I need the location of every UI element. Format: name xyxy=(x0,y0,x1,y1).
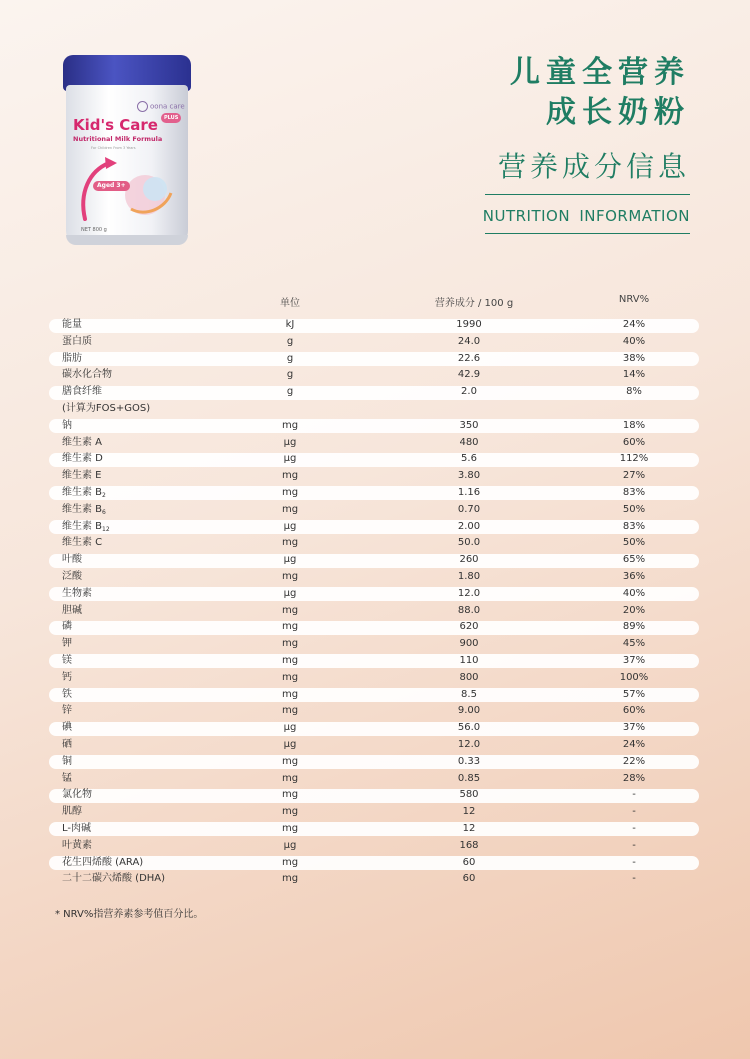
nutrient-unit: mg xyxy=(281,570,299,582)
table-row xyxy=(49,351,699,368)
table-row xyxy=(49,418,699,435)
table-row xyxy=(49,451,699,468)
nutrient-nrv: 28% xyxy=(622,772,646,784)
nutrient-unit: μg xyxy=(283,554,297,566)
nutrient-unit: mg xyxy=(281,671,299,683)
nutrient-value: 168 xyxy=(459,839,479,851)
table-row xyxy=(49,787,699,804)
nutrient-unit: mg xyxy=(281,654,299,666)
row-background xyxy=(49,587,699,601)
nutrient-nrv: 36% xyxy=(622,570,646,582)
nutrient-unit: mg xyxy=(281,537,299,549)
row-background xyxy=(49,755,699,769)
nutrient-unit: mg xyxy=(281,638,299,650)
nutrient-name: 能量 xyxy=(62,319,82,330)
nutrient-nrv: 112% xyxy=(619,453,649,465)
table-row xyxy=(49,804,699,821)
nutrient-value: 60 xyxy=(462,856,476,868)
nutrient-nrv: 100% xyxy=(619,671,649,683)
nutrient-unit: μg xyxy=(283,436,297,448)
nutrient-value: 3.80 xyxy=(457,470,481,482)
nutrient-nrv: - xyxy=(632,822,636,834)
nutrient-name: 维生素 E xyxy=(62,470,102,482)
table-row xyxy=(49,855,699,872)
table-row xyxy=(49,821,699,838)
nutrient-name: 铜 xyxy=(62,755,72,767)
nutrient-name: 维生素 C xyxy=(62,537,103,549)
nutrient-value: 2.00 xyxy=(457,520,481,532)
nutrient-nrv: - xyxy=(632,839,636,851)
nutrient-unit: mg xyxy=(281,856,299,868)
row-background xyxy=(49,453,699,467)
nutrient-value: 8.5 xyxy=(461,688,477,700)
nutrient-unit: mg xyxy=(281,486,299,498)
nutrient-nrv: 8% xyxy=(626,386,642,398)
nutrient-name: 铁 xyxy=(62,688,72,700)
row-background xyxy=(49,856,699,870)
title-divider-bottom xyxy=(485,233,690,234)
nutrient-name: 泛酸 xyxy=(62,570,82,582)
nutrient-nrv: 20% xyxy=(622,604,646,616)
nutrient-value: 60 xyxy=(462,873,476,885)
row-background xyxy=(49,352,699,366)
nutrient-nrv: 22% xyxy=(622,755,646,767)
nutrient-unit: kJ xyxy=(285,319,295,330)
nutrient-name: 脂肪 xyxy=(62,352,82,364)
table-row xyxy=(49,384,699,401)
nutrient-value: 42.9 xyxy=(457,369,481,381)
nutrient-name: 维生素 $B_6$ xyxy=(62,503,106,516)
nutrient-value: 580 xyxy=(459,789,479,801)
nutrient-name: L-肉碱 xyxy=(62,822,92,834)
table-row xyxy=(49,519,699,536)
table-row xyxy=(49,552,699,569)
nutrient-nrv: 60% xyxy=(622,436,646,448)
nutrient-unit: g xyxy=(286,386,294,398)
table-row xyxy=(49,838,699,855)
nutrient-unit: mg xyxy=(281,772,299,784)
nutrient-nrv: 24% xyxy=(622,319,646,330)
nutrient-name: 维生素 A xyxy=(62,436,103,448)
nutrient-name: 肌醇 xyxy=(62,806,82,818)
nutrient-nrv: 37% xyxy=(622,654,646,666)
nutrient-nrv: 27% xyxy=(622,470,646,482)
nutrient-name: 碘 xyxy=(62,722,72,734)
nutrient-name: 钾 xyxy=(62,638,72,650)
table-row xyxy=(49,603,699,620)
nutrient-unit: mg xyxy=(281,755,299,767)
plus-badge: PLUS xyxy=(161,113,181,123)
row-background xyxy=(49,386,699,400)
nutrient-nrv: 18% xyxy=(622,419,646,431)
nutrient-nrv: 24% xyxy=(622,738,646,750)
nutrient-unit: mg xyxy=(281,419,299,431)
table-row xyxy=(49,485,699,502)
nutrient-value: 0.33 xyxy=(457,755,481,767)
title-line-1: 儿童全营养 xyxy=(510,55,690,90)
nutrient-name: 锰 xyxy=(62,772,72,784)
nutrient-subscript: 12 xyxy=(102,525,110,533)
row-background xyxy=(49,688,699,702)
subtitle-en: NUTRITION INFORMATION xyxy=(482,207,690,225)
nutrient-unit: mg xyxy=(281,822,299,834)
table-row xyxy=(49,535,699,552)
title-divider-top xyxy=(485,194,690,195)
nutrient-name: 二十二碳六烯酸 (DHA) xyxy=(62,873,166,885)
table-row xyxy=(49,401,699,418)
nutrient-name: 钠 xyxy=(62,419,72,431)
nutrient-name: 维生素 $B_2$ xyxy=(62,486,106,499)
nutrient-nrv: 83% xyxy=(622,520,646,532)
table-row xyxy=(49,720,699,737)
nutrient-value: 9.00 xyxy=(457,705,481,717)
nutrient-value: 620 xyxy=(459,621,479,633)
footnote: * NRV%指营养素参考值百分比。 xyxy=(55,909,204,920)
nutrient-value: 1990 xyxy=(456,319,482,330)
brand-logo xyxy=(137,101,185,112)
nutrient-value: 56.0 xyxy=(457,722,481,734)
row-background xyxy=(49,520,699,534)
table-row xyxy=(49,737,699,754)
nutrient-unit: g xyxy=(286,369,294,381)
nutrient-value: 1.16 xyxy=(457,486,481,498)
column-header-nrv: NRV% xyxy=(618,294,650,305)
nutrient-unit: mg xyxy=(281,873,299,885)
table-row xyxy=(49,771,699,788)
row-background xyxy=(49,486,699,500)
table-row xyxy=(49,670,699,687)
nutrient-unit: μg xyxy=(283,453,297,465)
nutrient-unit: μg xyxy=(283,738,297,750)
nutrient-subscript: 2 xyxy=(102,491,106,499)
nutrient-nrv: 50% xyxy=(622,503,646,515)
nutrient-value: 0.70 xyxy=(457,503,481,515)
nutrient-value: 110 xyxy=(459,654,479,666)
column-header-value: 营养成分 / 100 g xyxy=(434,298,514,309)
nutrient-value: 1.80 xyxy=(457,570,481,582)
nutrient-name: (计算为FOS+GOS) xyxy=(62,402,151,414)
nutrient-unit: mg xyxy=(281,688,299,700)
nutrient-name: 硒 xyxy=(62,738,72,750)
table-row xyxy=(49,334,699,351)
row-background xyxy=(49,789,699,803)
nutrient-unit: mg xyxy=(281,789,299,801)
nutrient-nrv: - xyxy=(632,856,636,868)
nutrient-value: 12 xyxy=(462,822,476,834)
nutrient-nrv: 57% xyxy=(622,688,646,700)
row-background xyxy=(49,419,699,433)
row-background xyxy=(49,722,699,736)
table-row xyxy=(49,586,699,603)
nutrient-nrv: 65% xyxy=(622,554,646,566)
nutrient-value: 800 xyxy=(459,671,479,683)
nutrient-nrv: 38% xyxy=(622,352,646,364)
nutrient-value: 12 xyxy=(462,806,476,818)
product-subtitle: Nutritional Milk Formula xyxy=(73,135,163,143)
nutrient-value: 5.6 xyxy=(461,453,477,465)
nutrient-name: 叶酸 xyxy=(62,554,82,566)
nutrient-value: 480 xyxy=(459,436,479,448)
table-row xyxy=(49,317,699,334)
aged-badge: Aged 3+ xyxy=(93,181,130,191)
nutrient-name: 膳食纤维 xyxy=(62,386,102,398)
column-header-unit: 单位 xyxy=(280,298,300,309)
net-weight: NET 800 g xyxy=(81,227,107,233)
nutrient-unit: g xyxy=(286,335,294,347)
nutrient-name: 钙 xyxy=(62,671,72,683)
nutrient-nrv: - xyxy=(632,873,636,885)
row-background xyxy=(49,621,699,635)
table-row xyxy=(49,619,699,636)
nutrient-name: 氯化物 xyxy=(62,789,92,801)
nutrient-nrv: 40% xyxy=(622,335,646,347)
table-row xyxy=(49,687,699,704)
nutrient-unit: mg xyxy=(281,806,299,818)
row-background xyxy=(49,822,699,836)
table-row xyxy=(49,468,699,485)
nutrient-name: 叶黄素 xyxy=(62,839,92,851)
nutrient-name: 维生素 D xyxy=(62,453,103,465)
table-row xyxy=(49,569,699,586)
table-row xyxy=(49,754,699,771)
nutrient-nrv: - xyxy=(632,789,636,801)
nutrient-name: 蛋白质 xyxy=(62,335,92,347)
nutrient-nrv: 83% xyxy=(622,486,646,498)
product-can-image xyxy=(63,55,191,247)
nutrient-value: 24.0 xyxy=(457,335,481,347)
nutrient-name: 锌 xyxy=(62,705,72,717)
table-row xyxy=(49,653,699,670)
nutrient-name: 碳水化合物 xyxy=(62,369,112,381)
nutrient-nrv: 37% xyxy=(622,722,646,734)
product-name: Kid's Care xyxy=(73,116,158,134)
nutrient-nrv: 50% xyxy=(622,537,646,549)
nutrient-unit: mg xyxy=(281,705,299,717)
row-background xyxy=(49,319,699,333)
nutrient-value: 88.0 xyxy=(457,604,481,616)
table-row xyxy=(49,502,699,519)
nutrient-unit: g xyxy=(286,352,294,364)
table-row xyxy=(49,703,699,720)
nutrient-value: 0.85 xyxy=(457,772,481,784)
nutrient-name: 胆碱 xyxy=(62,604,82,616)
nutrient-unit: μg xyxy=(283,520,297,532)
table-row xyxy=(49,636,699,653)
nutrient-nrv: 45% xyxy=(622,638,646,650)
nutrient-name: 镁 xyxy=(62,654,72,666)
product-tiny-text: For Children From 3 Years xyxy=(91,146,136,150)
nutrient-name: 磷 xyxy=(62,621,72,633)
row-background xyxy=(49,554,699,568)
nutrition-table-header xyxy=(0,294,750,310)
nutrient-value: 50.0 xyxy=(457,537,481,549)
nutrient-value: 12.0 xyxy=(457,738,481,750)
row-background xyxy=(49,654,699,668)
title-line-2: 成长奶粉 xyxy=(546,95,690,130)
can-bottom xyxy=(66,235,188,245)
nutrient-value: 2.0 xyxy=(461,386,477,398)
nutrient-name: 维生素 $B_{12}$ xyxy=(62,520,110,533)
nutrient-value: 350 xyxy=(459,419,479,431)
nutrient-nrv: 89% xyxy=(622,621,646,633)
nutrient-nrv: - xyxy=(632,806,636,818)
nutrient-nrv: 40% xyxy=(622,587,646,599)
table-row xyxy=(49,435,699,452)
nutrient-value: 22.6 xyxy=(457,352,481,364)
subtitle-cn: 营养成分信息 xyxy=(497,150,690,183)
table-row xyxy=(49,871,699,888)
nutrient-value: 12.0 xyxy=(457,587,481,599)
nutrient-unit: μg xyxy=(283,722,297,734)
nutrient-unit: mg xyxy=(281,470,299,482)
nutrient-value: 900 xyxy=(459,638,479,650)
nutrient-nrv: 14% xyxy=(622,369,646,381)
brand-logo-text: oona care xyxy=(150,102,185,111)
nutrition-table xyxy=(49,317,699,888)
nutrient-unit: mg xyxy=(281,503,299,515)
nutrient-name: 生物素 xyxy=(62,587,92,599)
nutrient-unit: mg xyxy=(281,604,299,616)
nutrient-subscript: 6 xyxy=(102,508,106,516)
nutrient-nrv: 60% xyxy=(622,705,646,717)
nutrient-unit: μg xyxy=(283,839,297,851)
table-row xyxy=(49,367,699,384)
nutrient-value: 260 xyxy=(459,554,479,566)
nutrient-unit: mg xyxy=(281,621,299,633)
nutrient-name: 花生四烯酸 (ARA) xyxy=(62,856,144,868)
nutrient-unit: μg xyxy=(283,587,297,599)
